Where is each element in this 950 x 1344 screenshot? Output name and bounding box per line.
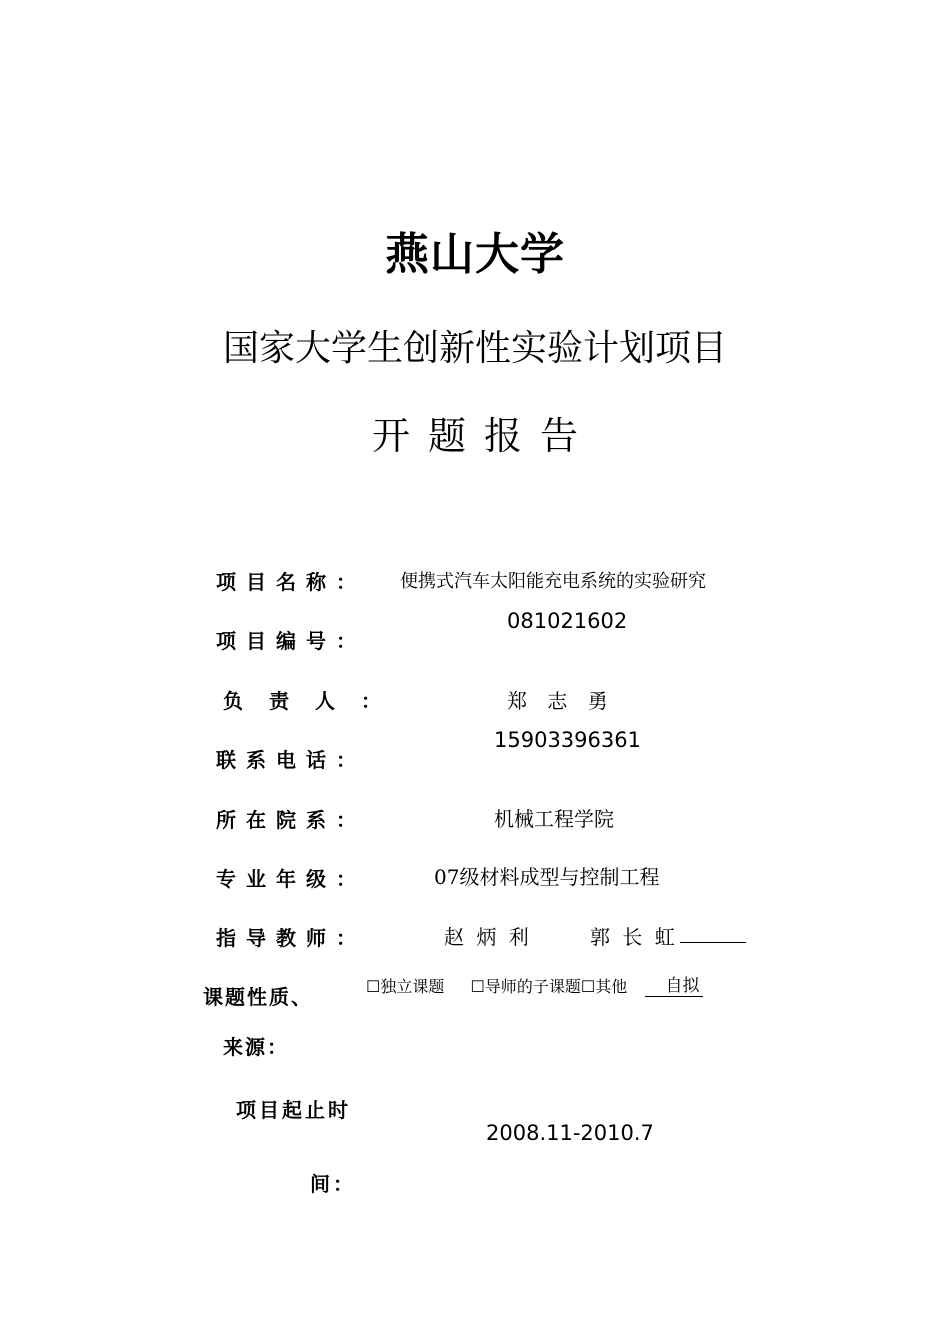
leader-label: 负责人： — [223, 689, 407, 713]
topic-source-label-line2: 来源： — [223, 1035, 289, 1059]
option-advisor-subtopic: 导师的子课题 — [484, 977, 581, 996]
phone-label: 联系电话： — [216, 748, 366, 772]
advisor-blank-line — [680, 942, 746, 943]
department-label: 所在院系： — [216, 808, 366, 832]
program-title: 国家大学生创新性实验计划项目 — [222, 328, 727, 369]
topic-source-label-line1: 课题性质、 — [203, 985, 313, 1009]
advisor-value-1: 赵 炳 利 — [444, 925, 529, 949]
option-other: 其他 — [595, 977, 628, 996]
checkbox-other-icon[interactable]: ☐ — [580, 977, 596, 996]
checkbox-independent-icon[interactable]: ☐ — [366, 977, 381, 996]
topic-source-options — [366, 971, 703, 997]
major-grade-label: 专业年级： — [216, 867, 366, 891]
university-title: 燕山大学 — [385, 229, 565, 280]
department-value: 机械工程学院 — [494, 807, 614, 831]
project-number-value: 081021602 — [507, 609, 628, 633]
period-label-line1: 项目起止时 — [236, 1098, 351, 1122]
option-independent: 独立课题 — [380, 977, 445, 996]
period-label-line2: 间： — [310, 1172, 356, 1196]
project-number-label: 项目编号： — [216, 629, 366, 653]
option-other-value: 自拟 — [645, 971, 703, 997]
advisor-label: 指导教师： — [216, 926, 366, 950]
checkbox-advisor-subtopic-icon[interactable]: ☐ — [470, 977, 485, 996]
major-grade-value: 07级材料成型与控制工程 — [434, 865, 660, 889]
project-name-value: 便携式汽车太阳能充电系统的实验研究 — [400, 571, 706, 592]
advisor-value-2: 郭 长 虹 — [590, 925, 675, 949]
report-type-title: 开题报告 — [371, 414, 596, 458]
phone-value: 15903396361 — [494, 728, 641, 752]
project-name-label: 项目名称： — [216, 570, 366, 594]
period-value: 2008.11-2010.7 — [486, 1121, 654, 1145]
leader-value: 郑 志 勇 — [507, 689, 608, 713]
